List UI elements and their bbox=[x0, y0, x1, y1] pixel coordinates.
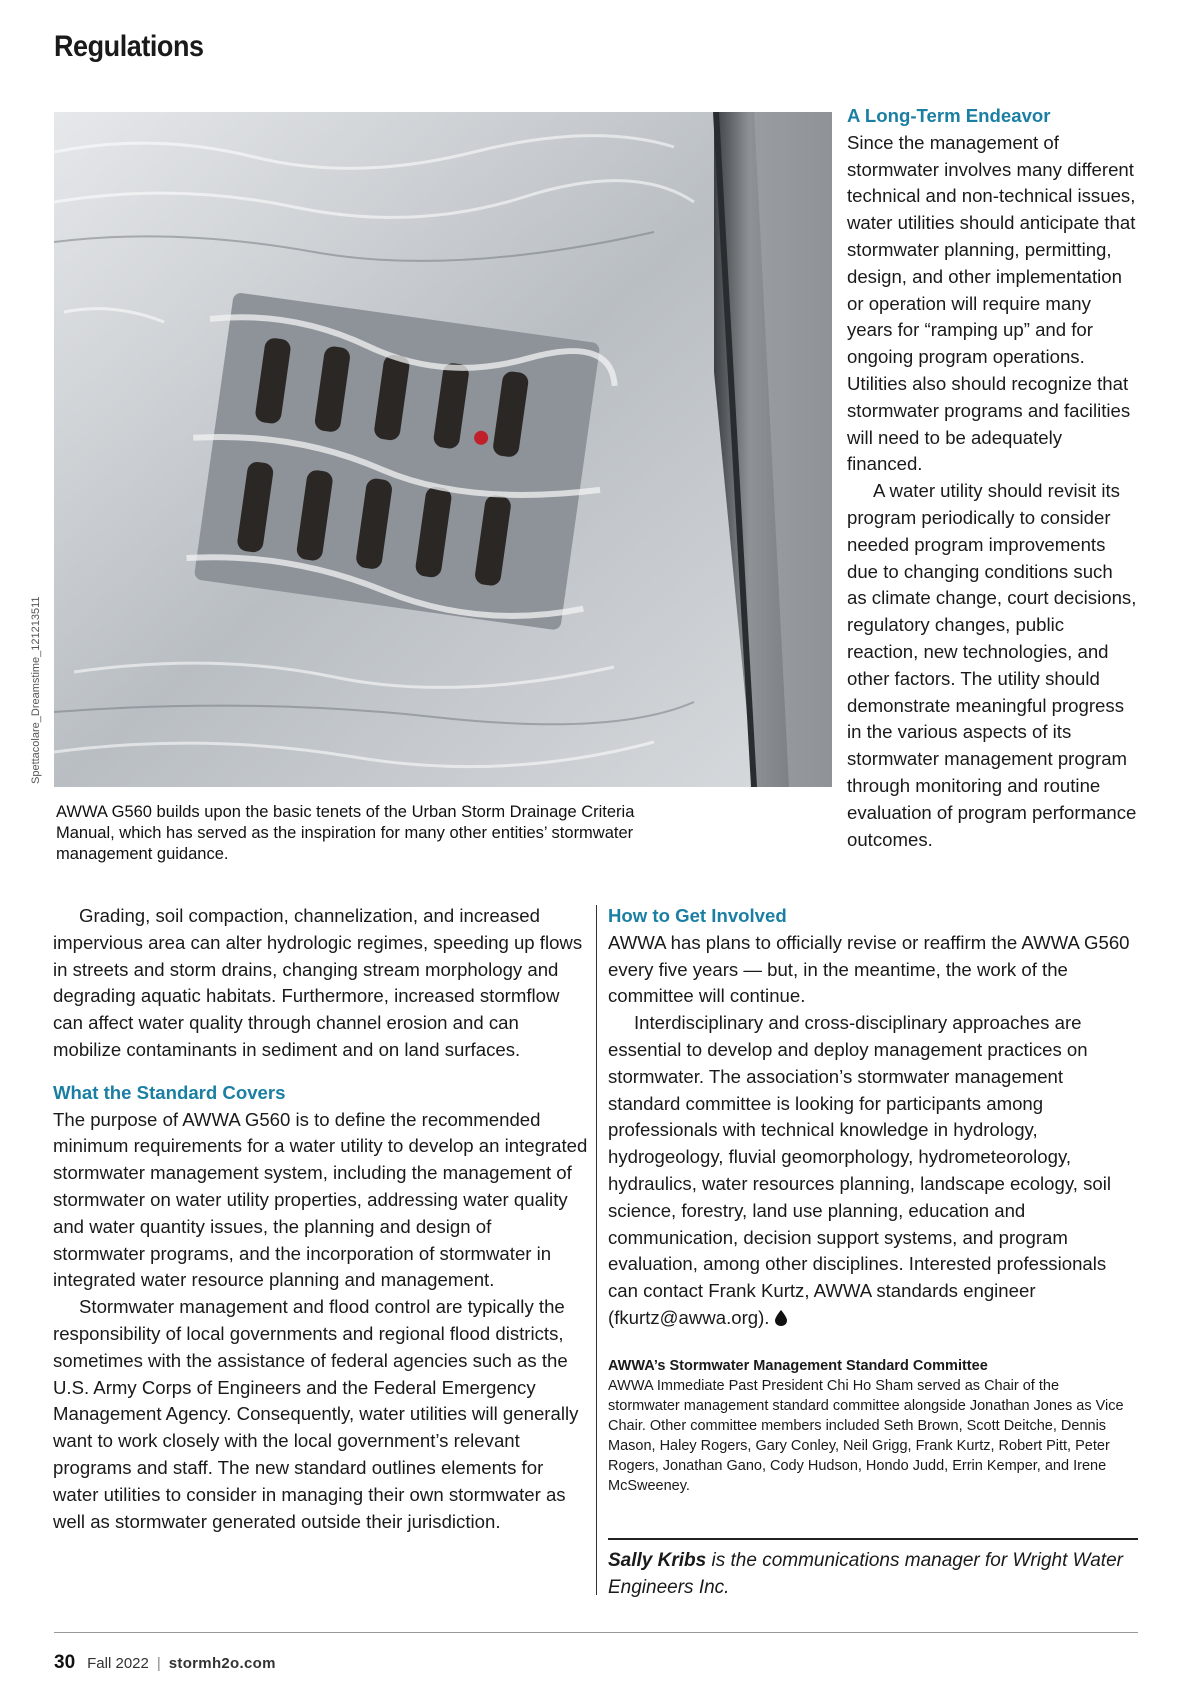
issue-label: Fall 2022 bbox=[87, 1655, 149, 1672]
author-bio-text: is the communications manager for Wright Water Engineers Inc. bbox=[608, 1550, 1123, 1598]
photo-caption: AWWA G560 builds upon the basic tenets of the Urban Storm Drainage Criteria Manual, which has served as the inspiration for many other entities’ stormwater management guidance. bbox=[56, 803, 635, 863]
author-name: Sally Kribs bbox=[608, 1550, 707, 1571]
committee-box bbox=[608, 1356, 1128, 1496]
footer-divider bbox=[54, 1632, 1138, 1633]
heading-long-term-endeavor: A Long-Term Endeavor bbox=[847, 105, 1051, 126]
left-column bbox=[53, 903, 588, 1535]
drain-grate-illustration bbox=[54, 112, 832, 787]
paragraph: Stormwater management and flood control are typically the responsibility of local governments and regional flood districts, sometimes with the assistance of federal agencies such as the U.S. Army Corps of Engineers and the Federal Emergency Management Agency. Consequently, water utilities will generally want to work closely with the local government’s relevant programs and staff. The new standard outlines elements for water utilities to consider in managing their own stormwater as well as stormwater generated outside their jurisdiction. bbox=[53, 1296, 579, 1532]
middle-column bbox=[608, 903, 1138, 1332]
committee-title: AWWA’s Stormwater Management Standard Committee bbox=[608, 1358, 988, 1374]
paragraph: AWWA has plans to officially revise or reaffirm the AWWA G560 every five years — but, in the meantime, the work of the committee will continue. bbox=[608, 931, 1130, 1007]
photo-credit: Spettacolare_Dreamstime_121213511 bbox=[30, 596, 42, 784]
author-divider bbox=[608, 1538, 1138, 1540]
water-drop-icon bbox=[775, 1310, 787, 1326]
right-column bbox=[847, 103, 1137, 853]
drain-grate-photo bbox=[54, 112, 832, 787]
paragraph-text: Interdisciplinary and cross-disciplinary approaches are essential to develop and deploy management practices on stormwater. The association’s stormwater management standard committee is looking for participants among professionals with technical knowledge in hydrology, hydrogeology, fluvial geomorphology, hydrometeorology, hydraulics, water resources planning, landscape ecology, soil science, forestry, land use planning, education and communication, decision support systems, and program evaluation, among other disciplines. Interested professionals can contact Frank Kurtz, AWWA standards engineer (fkurtz@awwa.org). bbox=[608, 1012, 1111, 1328]
heading-what-the-standard-covers: What the Standard Covers bbox=[53, 1081, 286, 1103]
paragraph: Since the management of stormwater involves many different technical and non-technical issues, water utilities should anticipate that stormwater planning, permitting, design, and other implementation or operation will require many years for “ramping up” and for ongoing program operations. Utilities also should recognize that stormwater programs and facilities will need to be adequately financed. bbox=[847, 131, 1136, 475]
paragraph bbox=[608, 1010, 1138, 1332]
footer-separator: | bbox=[156, 1655, 161, 1672]
author-bio bbox=[608, 1547, 1128, 1601]
committee-body: AWWA Immediate Past President Chi Ho Sham served as Chair of the stormwater management standard committee alongside Jonathan Jones as Vice Chair. Other committee members included Seth Brown, Scott Deitche, Dennis Mason, Haley Rogers, Gary Conley, Neil Grigg, Frank Kurtz, Robert Pitt, Peter Rogers, Jonathan Gano, Cody Hudson, Hondo Judd, Errin Kemper, and Irene McSweeney. bbox=[608, 1378, 1124, 1494]
heading-how-to-get-involved: How to Get Involved bbox=[608, 905, 787, 926]
paragraph: A water utility should revisit its program periodically to consider needed program improvements due to changing conditions such as climate change, court decisions, regulatory changes, public reaction, new technologies, and other factors. The utility should demonstrate meaningful progress in the various aspects of its stormwater management program through monitoring and routine evaluation of program performance outcomes. bbox=[847, 480, 1137, 850]
page-footer bbox=[54, 1652, 276, 1674]
section-title: Regulations bbox=[54, 30, 204, 63]
column-divider bbox=[596, 905, 597, 1595]
page-number: 30 bbox=[54, 1652, 76, 1673]
paragraph: The purpose of AWWA G560 is to define the recommended minimum requirements for a water utility to develop an integrated stormwater management system, including the management of stormwater on water utility properties, addressing water quality and water quantity issues, the planning and design of stormwater programs, and the incorporation of stormwater in integrated water resource planning and management. bbox=[53, 1108, 588, 1291]
paragraph: Grading, soil compaction, channelization, and increased impervious area can alter hydrologic regimes, speeding up flows in streets and storm drains, changing stream morphology and degrading aquatic habitats. Furthermore, increased stormflow can affect water quality through channel erosion and can mobilize contaminants in sediment and on land surfaces. bbox=[53, 905, 583, 1060]
site-link[interactable]: stormh2o.com bbox=[168, 1655, 276, 1672]
